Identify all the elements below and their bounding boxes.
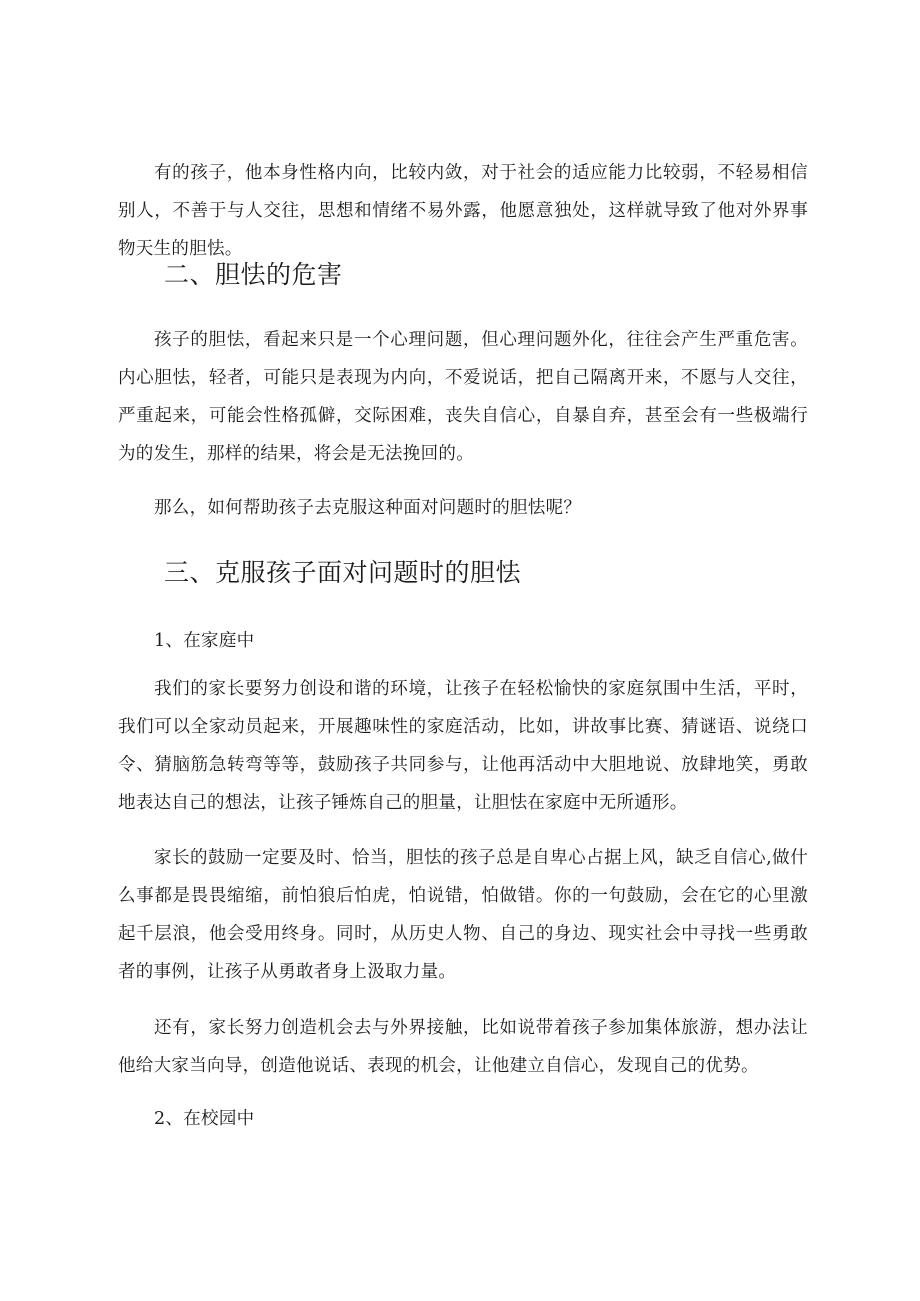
subheading-home: 1、在家庭中 [154,631,255,651]
paragraph-intro: 有的孩子，他本身性格内向，比较内敛，对于社会的适应能力比较弱，不轻易相信别人，不善于与人交往，思想和情绪不易外露，他愿意独处，这样就导致了他对外界事物天生的胆怯。 [118,163,808,259]
paragraph-home-environment: 我们的家长要努力创设和谐的环境，让孩子在轻松愉快的家庭氛围中生活，平时，我们可以全家动员起来，开展趣味性的家庭活动，比如，讲故事比赛、猜谜语、说绕口令、猜脑筋急转弯等等，鼓励孩子共同参与，让他再活动中大胆地说、放肆地笑，勇敢地表达自己的想法，让孩子锤炼自己的胆量，让胆怯在家庭中无所遁形。 [118,679,808,813]
paragraph-home-encouragement: 家长的鼓励一定要及时、恰当，胆怯的孩子总是自卑心占据上风，缺乏自信心,做什么事都是畏畏缩缩，前怕狼后怕虎，怕说错，怕做错。你的一句鼓励，会在它的心里激起千层浪，他会受用终身。同时，从历史人物、自己的身边、现实社会中寻找一些勇敢者的事例，让孩子从勇敢者身上汲取力量。 [118,848,808,982]
subheading-school: 2、在校园中 [154,1109,255,1129]
paragraph-home-opportunities: 还有，家长努力创造机会去与外界接触，比如说带着孩子参加集体旅游，想办法让他给大家当向导，创造他说话、表现的机会，让他建立自信心，发现自己的优势。 [118,1018,808,1076]
paragraph-question: 那么，如何帮助孩子去克服这种面对问题时的胆怯呢？ [154,498,582,518]
section-heading-overcome: 三、克服孩子面对问题时的胆怯 [164,558,522,587]
paragraph-harm: 孩子的胆怯，看起来只是一个心理问题，但心理问题外化，往往会产生严重危害。内心胆怯，轻者，可能只是表现为内向，不爱说话，把自己隔离开来，不愿与人交往，严重起来，可能会性格孤僻，交际困难，丧失自信心，自暴自弃，甚至会有一些极端行为的发生，那样的结果，将会是无法挽回的。 [118,330,808,464]
section-heading-harm: 二、胆怯的危害 [164,260,343,289]
